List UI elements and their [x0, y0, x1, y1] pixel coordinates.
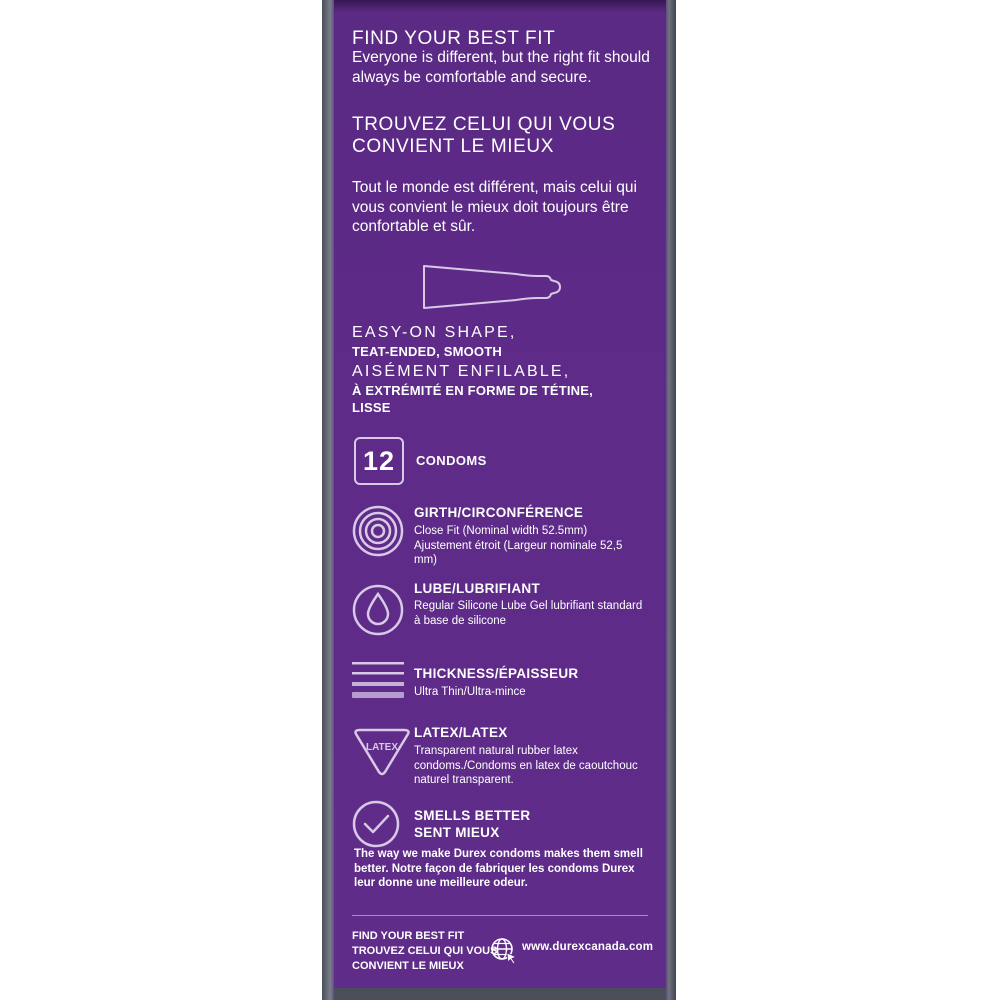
- smells-title: SMELLS BETTER SENT MIEUX: [414, 808, 531, 840]
- footer-fit-text: FIND YOUR BEST FIT TROUVEZ CELUI QUI VOUS CONVIENT LE MIEUX: [352, 930, 498, 972]
- lube-title: LUBE/LUBRIFIANT: [414, 581, 540, 596]
- footer-divider: [352, 915, 648, 916]
- shape-sub-fr: À EXTRÉMITÉ EN FORME DE TÉTINE, LISSE: [352, 383, 593, 415]
- latex-triangle-icon: [352, 728, 412, 776]
- latex-title: LATEX/LATEX: [414, 725, 508, 740]
- globe-cursor-icon: [490, 937, 518, 965]
- box-bottom-edge: [334, 988, 666, 1000]
- girth-desc: Close Fit (Nominal width 52.5mm) Ajustement étroit (Largeur nominale 52,5 mm): [414, 525, 623, 566]
- shape-title-en: EASY-ON SHAPE,: [352, 324, 517, 341]
- top-shadow: [334, 0, 666, 12]
- fit-title-fr: TROUVEZ CELUI QUI VOUS CONVIENT LE MIEUX: [352, 114, 616, 157]
- shape-sub-en: TEAT-ENDED, SMOOTH: [352, 344, 502, 359]
- thickness-bars-icon: [352, 660, 406, 710]
- fit-title-en: FIND YOUR BEST FIT: [352, 28, 556, 49]
- shape-block: [352, 323, 662, 416]
- lube-desc: Regular Silicone Lube Gel lubrifiant standard à base de silicone: [414, 600, 643, 627]
- fit-body-en: Everyone is different, but the right fit should always be comfortable and secure.: [352, 49, 650, 86]
- girth-title: GIRTH/CIRCONFÉRENCE: [414, 505, 584, 520]
- check-circle-icon: [352, 800, 404, 852]
- box-side-panel: [334, 0, 666, 1000]
- droplet-icon: [352, 584, 404, 636]
- fit-body-fr: Tout le monde est différent, mais celui qui vous convient le mieux doit toujours être confortable et sûr.: [352, 179, 637, 235]
- smells-body: The way we make Durex condoms makes them smell better. Notre façon de fabriquer les condoms Durex leur donne une meilleure odeur.: [354, 848, 643, 889]
- condom-count-label: CONDOMS: [416, 453, 487, 468]
- concentric-circles-icon: [352, 505, 404, 557]
- latex-icon-text: LATEX: [365, 742, 399, 753]
- shape-title-fr: AISÉMENT ENFILABLE,: [352, 363, 571, 380]
- condom-shape-icon: [420, 262, 580, 312]
- condom-count-box: 12: [354, 437, 404, 485]
- thickness-desc: Ultra Thin/Ultra-mince: [414, 686, 526, 698]
- website-link[interactable]: www.durexcanada.com: [522, 941, 654, 953]
- thickness-title: THICKNESS/ÉPAISSEUR: [414, 666, 579, 681]
- latex-desc: Transparent natural rubber latex condoms./Condoms en latex de caoutchouc naturel transparent.: [414, 745, 638, 786]
